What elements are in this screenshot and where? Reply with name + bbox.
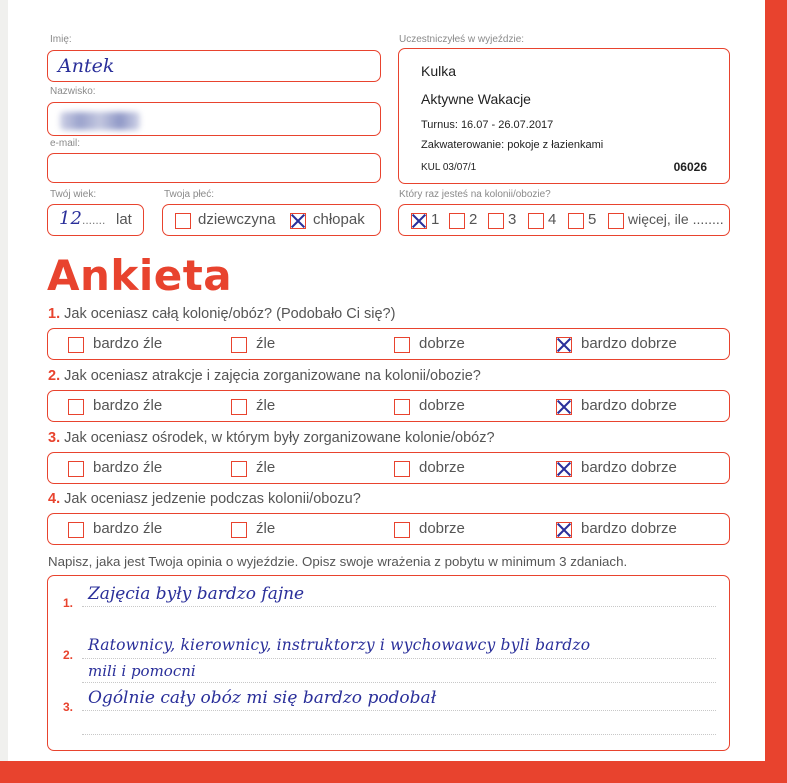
q3-bardzo-zle-label: bardzo źle	[93, 459, 163, 476]
q3-dobrze-checkbox[interactable]	[394, 461, 410, 477]
q1-zle-checkbox[interactable]	[231, 337, 247, 353]
redacted-surname	[60, 112, 140, 130]
tour-code: KUL 03/07/1	[421, 162, 477, 173]
opinion-line-3	[82, 710, 716, 711]
tour-info-box	[398, 48, 730, 184]
gender-label: Twoja płeć:	[164, 189, 215, 200]
opinion-answer-3: Ogólnie cały obóz mi się bardzo podobał	[88, 688, 437, 708]
q4-bardzo-dobrze-checkbox[interactable]	[556, 522, 572, 538]
question-2-options	[47, 390, 730, 422]
gender-boy-checkbox[interactable]	[290, 213, 306, 229]
question-1-options	[47, 328, 730, 360]
age-field[interactable]	[47, 204, 144, 236]
q1-dobrze-label: dobrze	[419, 335, 465, 352]
email-field[interactable]	[47, 153, 381, 183]
times-2-checkbox[interactable]	[449, 213, 465, 229]
q1-bardzo-zle-label: bardzo źle	[93, 335, 163, 352]
q4-bardzo-zle-label: bardzo źle	[93, 520, 163, 537]
opinion-line-4	[82, 734, 716, 735]
q4-dobrze-checkbox[interactable]	[394, 522, 410, 538]
q2-dobrze-label: dobrze	[419, 397, 465, 414]
q3-bardzo-dobrze-checkbox[interactable]	[556, 461, 572, 477]
gender-group	[162, 204, 381, 236]
q4-bardzo-dobrze-label: bardzo dobrze	[581, 520, 677, 537]
question-2-number: 2.	[48, 368, 61, 384]
opinion-number-3: 3.	[63, 700, 74, 714]
question-3-number: 3.	[48, 430, 61, 446]
age-dots: .......	[82, 213, 106, 227]
times-label: Który raz jesteś na kolonii/obozie?	[399, 189, 551, 200]
q3-bardzo-dobrze-label: bardzo dobrze	[581, 459, 677, 476]
tour-label: Uczestniczyłeś w wyjeździe:	[399, 34, 525, 45]
opinion-line-2	[82, 658, 716, 659]
q2-zle-label: źle	[256, 397, 276, 414]
q4-zle-checkbox[interactable]	[231, 522, 247, 538]
q2-bardzo-dobrze-label: bardzo dobrze	[581, 397, 677, 414]
q2-dobrze-checkbox[interactable]	[394, 399, 410, 415]
q3-bardzo-zle-checkbox[interactable]	[68, 461, 84, 477]
question-4	[48, 491, 361, 507]
tour-name: Kulka	[421, 63, 457, 79]
q4-dobrze-label: dobrze	[419, 520, 465, 537]
opinion-line-2b	[82, 682, 716, 683]
times-5-label: 5	[588, 211, 597, 228]
q2-bardzo-zle-label: bardzo źle	[93, 397, 163, 414]
red-border-bottom	[0, 761, 787, 783]
times-5-checkbox[interactable]	[568, 213, 584, 229]
q1-dobrze-checkbox[interactable]	[394, 337, 410, 353]
question-2	[48, 368, 481, 384]
question-3	[48, 430, 495, 446]
times-group	[398, 204, 730, 236]
question-4-text: Jak oceniasz jedzenie podczas kolonii/obozu?	[64, 491, 361, 507]
opinion-answer-2: Ratownicy, kierownicy, instruktorzy i wychowawcy byli bardzo	[88, 636, 591, 654]
q1-bardzo-zle-checkbox[interactable]	[68, 337, 84, 353]
times-1-label: 1	[431, 211, 440, 228]
name-label: Imię:	[50, 34, 72, 45]
opinion-answer-1: Zajęcia były bardzo fajne	[88, 584, 305, 604]
q1-bardzo-dobrze-checkbox[interactable]	[556, 337, 572, 353]
opinion-textarea[interactable]	[47, 575, 730, 751]
gender-girl-checkbox[interactable]	[175, 213, 191, 229]
opinion-line-1	[82, 606, 716, 607]
question-1	[48, 306, 395, 322]
tour-number: 06026	[673, 160, 707, 174]
q3-dobrze-label: dobrze	[419, 459, 465, 476]
times-more-checkbox[interactable]	[608, 213, 624, 229]
question-3-options	[47, 452, 730, 484]
scan-left-edge	[0, 0, 8, 783]
red-border-right	[765, 0, 787, 783]
times-3-checkbox[interactable]	[488, 213, 504, 229]
tour-accommodation: Zakwaterowanie: pokoje z łazienkami	[421, 139, 604, 151]
question-4-options	[47, 513, 730, 545]
times-3-label: 3	[508, 211, 517, 228]
age-unit: lat	[116, 211, 132, 228]
email-label: e-mail:	[50, 138, 81, 149]
gender-girl-label: dziewczyna	[198, 211, 276, 228]
q2-bardzo-zle-checkbox[interactable]	[68, 399, 84, 415]
times-4-label: 4	[548, 211, 557, 228]
question-3-text: Jak oceniasz ośrodek, w którym były zorganizowane kolonie/obóz?	[64, 430, 495, 446]
question-1-text: Jak oceniasz całą kolonię/obóz? (Podobało Ci się?)	[64, 306, 396, 322]
survey-title: Ankieta	[47, 251, 233, 300]
q2-zle-checkbox[interactable]	[231, 399, 247, 415]
tour-turnus: Turnus: 16.07 - 26.07.2017	[421, 119, 554, 131]
age-label: Twój wiek:	[50, 189, 97, 200]
name-value: Antek	[58, 55, 115, 77]
surname-label: Nazwisko:	[50, 86, 96, 97]
opinion-answer-2b: mili i pomocni	[88, 662, 196, 680]
question-2-text: Jak oceniasz atrakcje i zajęcia zorganizowane na kolonii/obozie?	[64, 368, 481, 384]
q3-zle-checkbox[interactable]	[231, 461, 247, 477]
gender-boy-label: chłopak	[313, 211, 365, 228]
opinion-number-1: 1.	[63, 596, 74, 610]
q2-bardzo-dobrze-checkbox[interactable]	[556, 399, 572, 415]
tour-program: Aktywne Wakacje	[421, 91, 531, 107]
q3-zle-label: źle	[256, 459, 276, 476]
q1-zle-label: źle	[256, 335, 276, 352]
times-more-label: więcej, ile ........	[628, 211, 724, 227]
times-1-checkbox[interactable]	[411, 213, 427, 229]
question-4-number: 4.	[48, 491, 61, 507]
q4-zle-label: źle	[256, 520, 276, 537]
name-field[interactable]	[47, 50, 381, 82]
age-value: 12	[59, 208, 82, 229]
times-2-label: 2	[469, 211, 478, 228]
q1-bardzo-dobrze-label: bardzo dobrze	[581, 335, 677, 352]
opinion-prompt: Napisz, jaka jest Twoja opinia o wyjeździe. Opisz swoje wrażenia z pobytu w minimum 3 zdaniach.	[48, 554, 628, 569]
question-1-number: 1.	[48, 306, 61, 322]
q4-bardzo-zle-checkbox[interactable]	[68, 522, 84, 538]
times-4-checkbox[interactable]	[528, 213, 544, 229]
opinion-number-2: 2.	[63, 648, 74, 662]
